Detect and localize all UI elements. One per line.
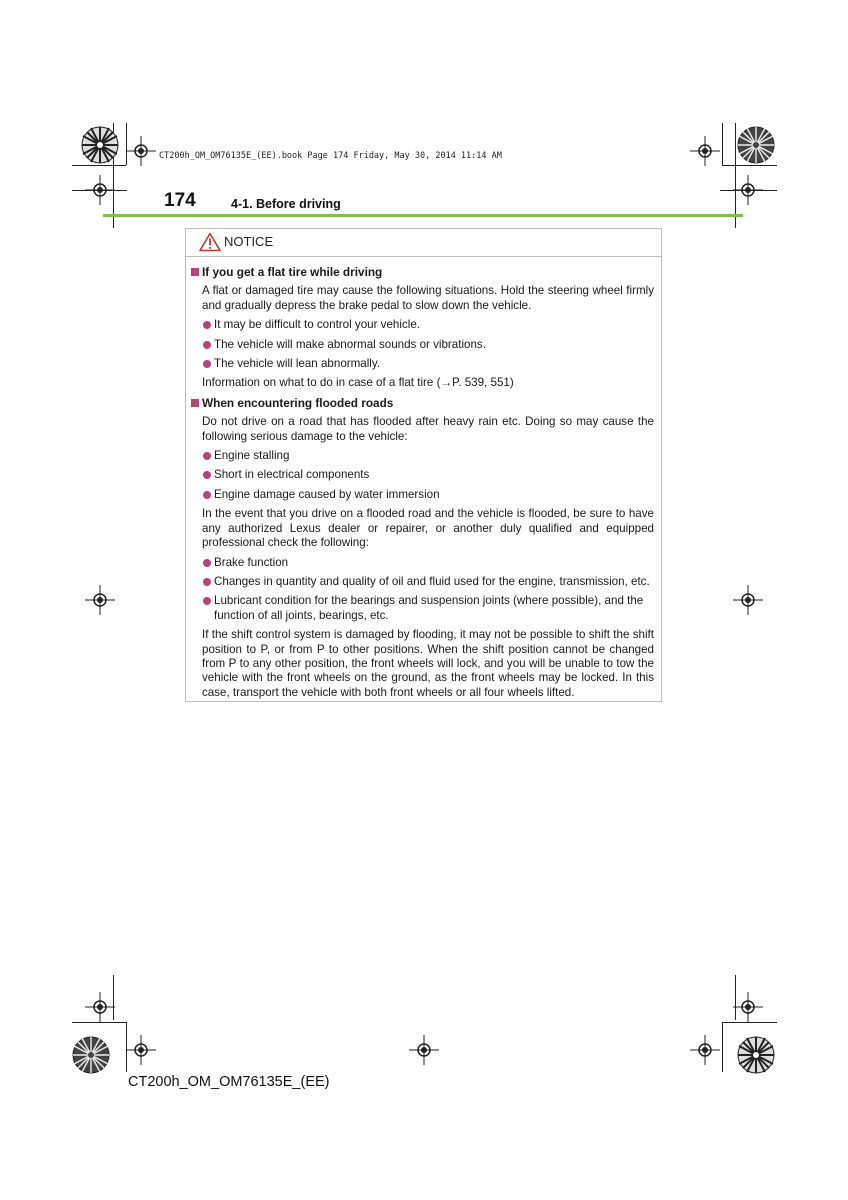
notice-title: NOTICE — [224, 234, 274, 249]
section-heading: When encountering flooded roads — [186, 396, 661, 410]
bullet-dot-icon — [203, 597, 211, 605]
crosshair-mark-icon — [409, 1035, 439, 1065]
bullet-dot-icon — [203, 360, 211, 368]
bullet-dot-icon — [203, 452, 211, 460]
bullet-dot-icon — [203, 491, 211, 499]
registration-wheel-icon — [71, 1035, 111, 1075]
crosshair-mark-icon — [85, 585, 115, 615]
bullet-dot-icon — [203, 321, 211, 329]
crosshair-mark-icon — [733, 585, 763, 615]
list-item: Engine damage caused by water immersion — [202, 488, 654, 502]
paragraph: Information on what to do in case of a flat tire (→P. 539, 551) — [202, 376, 514, 390]
registration-wheel-icon — [736, 125, 776, 165]
list-item: Lubricant condition for the bearings and suspension joints (where possible), and the function of all joints, bearings, etc. — [202, 594, 654, 623]
notice-header — [186, 229, 661, 257]
crosshair-mark-icon — [733, 992, 763, 1022]
notice-box — [185, 228, 662, 702]
crosshair-mark-icon — [126, 1035, 156, 1065]
registration-wheel-icon — [736, 1035, 776, 1075]
bullet-dot-icon — [203, 341, 211, 349]
crosshair-mark-icon — [733, 175, 763, 205]
crosshair-mark-icon — [85, 992, 115, 1022]
list-item: Engine stalling — [202, 449, 654, 463]
warning-triangle-icon — [199, 232, 221, 252]
list-item: Changes in quantity and quality of oil and fluid used for the engine, transmission, etc. — [202, 575, 654, 589]
square-bullet-icon — [191, 268, 199, 276]
crosshair-mark-icon — [690, 1035, 720, 1065]
crosshair-mark-icon — [126, 136, 156, 166]
notice-content — [186, 265, 661, 705]
registration-wheel-icon — [80, 125, 120, 165]
crosshair-mark-icon — [85, 175, 115, 205]
bullet-dot-icon — [203, 559, 211, 567]
list-item: The vehicle will lean abnormally. — [202, 357, 654, 371]
list-item: Brake function — [202, 556, 654, 570]
print-header: CT200h_OM_OM76135E_(EE).book Page 174 Friday, May 30, 2014 11:14 AM — [159, 151, 502, 161]
paragraph: A flat or damaged tire may cause the following situations. Hold the steering wheel firmly and gradually depress the brake pedal to slow down the vehicle. — [202, 284, 654, 312]
paragraph: In the event that you drive on a flooded road and the vehicle is flooded, be sure to have any authorized Lexus dealer or repairer, or another duly qualified and equipped professional check the following: — [202, 507, 654, 550]
crosshair-mark-icon — [690, 136, 720, 166]
list-item: It may be difficult to control your vehicle. — [202, 318, 654, 332]
document-code: CT200h_OM_OM76135E_(EE) — [128, 1074, 330, 1090]
section-title: 4-1. Before driving — [231, 197, 341, 211]
list-item: Short in electrical components — [202, 468, 654, 482]
bullet-dot-icon — [203, 471, 211, 479]
section-heading: If you get a flat tire while driving — [186, 265, 661, 279]
paragraph: If the shift control system is damaged by flooding, it may not be possible to shift the shift position to P, or from P to other positions. When the shift position cannot be changed from P to any other position, the front wheels will lock, and you will be unable to tow the vehicle with the front wheels on the ground, as the front wheels may be locked. In this case, transport the vehicle with both front wheels or all four wheels lifted. — [202, 628, 654, 699]
header-rule — [103, 214, 743, 217]
page-number: 174 — [164, 190, 196, 211]
square-bullet-icon — [191, 399, 199, 407]
bullet-dot-icon — [203, 578, 211, 586]
list-item: The vehicle will make abnormal sounds or vibrations. — [202, 338, 654, 352]
paragraph: Do not drive on a road that has flooded after heavy rain etc. Doing so may cause the following serious damage to the vehicle: — [202, 415, 654, 443]
